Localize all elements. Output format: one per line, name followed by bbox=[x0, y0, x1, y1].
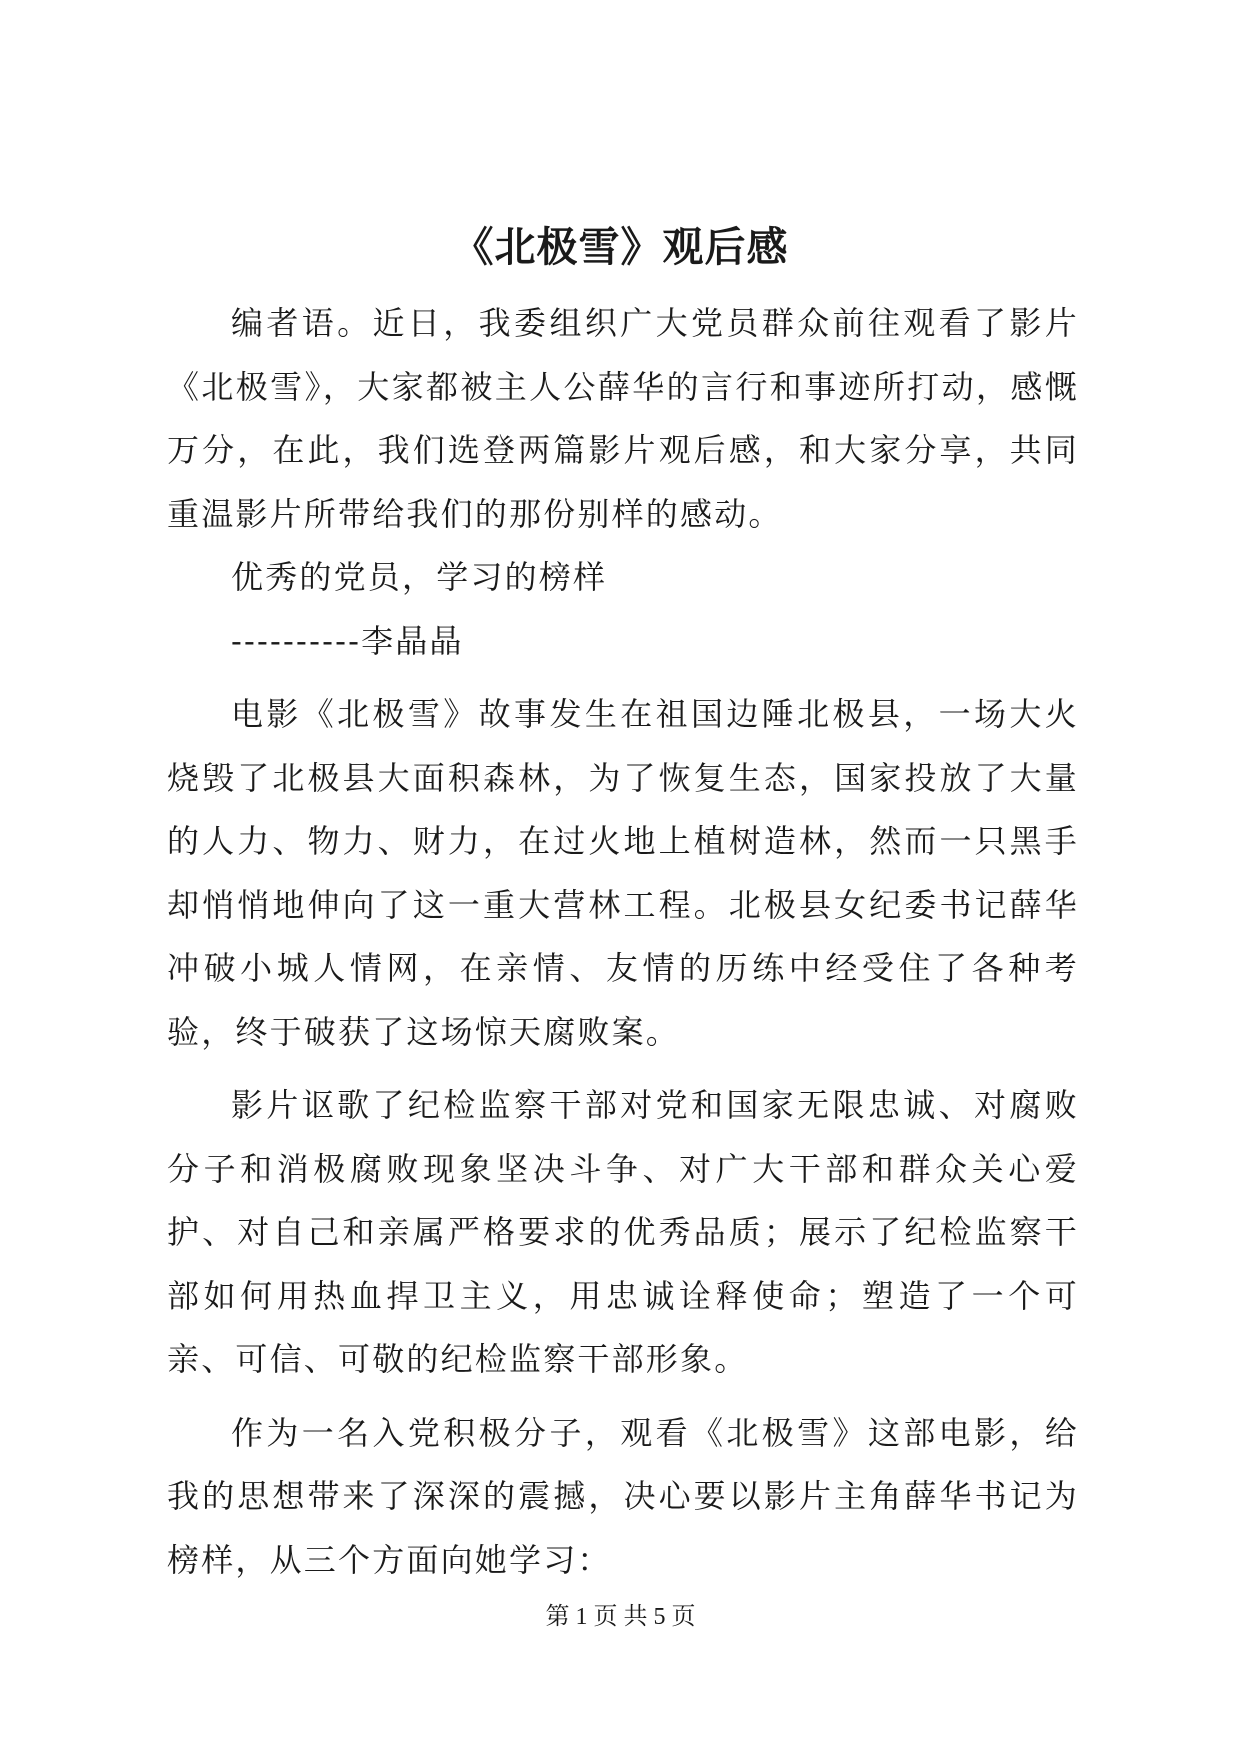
paragraph-story: 电影《北极雪》故事发生在祖国边陲北极县，一场大火烧毁了北极县大面积森林，为了恢复生态，国家投放了大量的人力、物力、财力，在过火地上植树造林，然而一只黑手却悄悄地伸向了这一重大营林工程。北极县女纪委书记薛华冲破小城人情网，在亲情、友情的历练中经受住了各种考验，终于破获了这场惊天腐败案。 bbox=[167, 695, 1079, 1051]
paragraph-article-heading: 优秀的党员，学习的榜样 bbox=[231, 558, 608, 596]
document-body bbox=[167, 292, 1079, 1592]
paragraph-editor-note: 编者语。近日，我委组织广大党员群众前往观看了影片《北极雪》，大家都被主人公薛华的言行和事迹所打动，感慨万分，在此，我们选登两篇影片观后感，和大家分享，共同重温影片所带给我们的那份别样的感动。 bbox=[167, 304, 1079, 533]
paragraph-reflection: 作为一名入党积极分子，观看《北极雪》这部电影，给我的思想带来了深深的震撼，决心要以影片主角薛华书记为榜样，从三个方面向她学习： bbox=[167, 1413, 1079, 1579]
paragraph-author-line: ----------李晶晶 bbox=[231, 621, 464, 660]
document-title: 《北极雪》观后感 bbox=[452, 223, 789, 271]
paragraph-praise: 影片讴歌了纪检监察干部对党和国家无限忠诚、对腐败分子和消极腐败现象坚决斗争、对广大干部和群众关心爱护、对自己和亲属严格要求的优秀品质；展示了纪检监察干部如何用热血捍卫主义，用忠诚诠释使命；塑造了一个可亲、可信、可敬的纪检监察干部形象。 bbox=[167, 1086, 1079, 1378]
page-number-footer: 第 1 页 共 5 页 bbox=[545, 1604, 696, 1630]
